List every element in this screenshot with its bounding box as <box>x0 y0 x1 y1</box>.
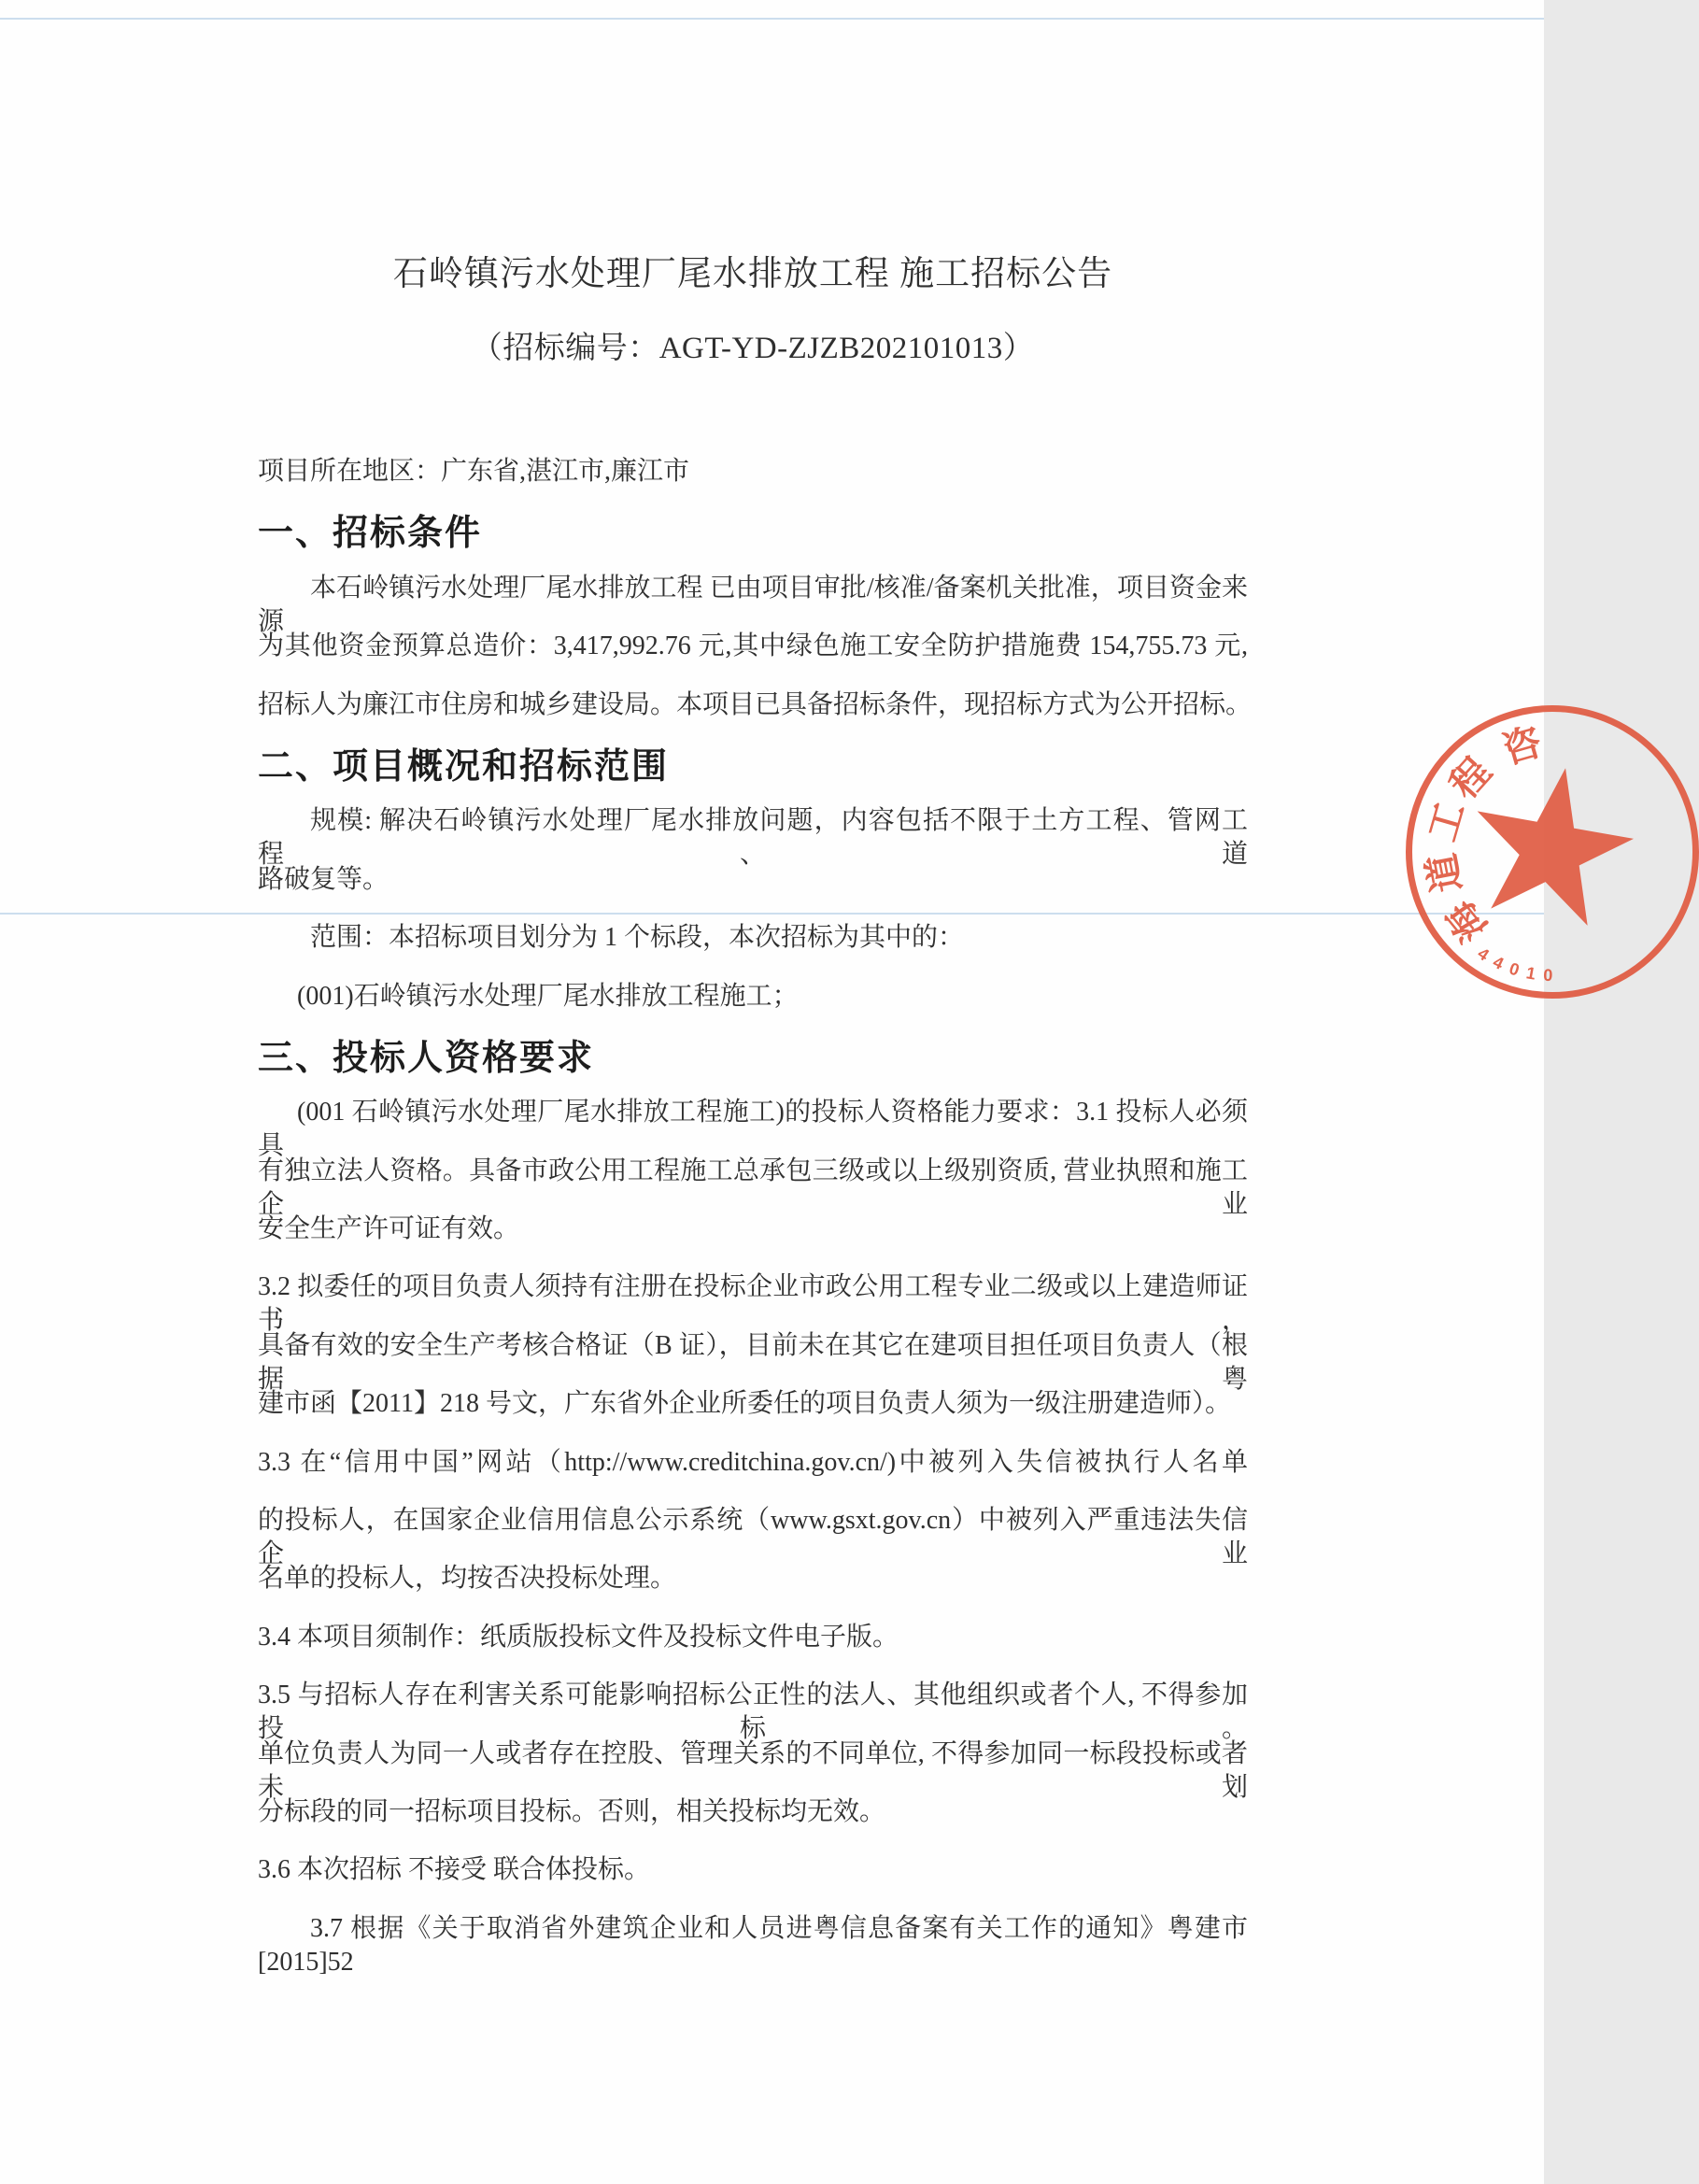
document-body <box>258 455 1253 1977</box>
doc-line: 范围：本招标项目划分为 1 个标段，本次招标为其中的： <box>310 923 965 953</box>
tender-number: （招标编号：AGT-YD-ZJZB202101013） <box>471 332 1035 365</box>
document-title: 石岭镇污水处理厂尾水排放工程 施工招标公告 <box>392 255 1113 293</box>
project-location-line: 项目所在地区：广东省,湛江市,廉江市 <box>258 457 690 486</box>
doc-line: 3.2 拟委任的项目负责人须持有注册在投标企业市政公用工程专业二级或以上建造师证书， <box>258 1272 1248 1336</box>
doc-line: 建市函【2011】218 号文，广东省外企业所委任的项目负责人须为一级注册建造师）。 <box>258 1389 1231 1419</box>
doc-line: 本石岭镇污水处理厂尾水排放工程 已由项目审批/核准/备案机关批准，项目资金来源 <box>258 573 1248 636</box>
official-red-seal <box>1406 705 1699 999</box>
seal-serial-digit: 0 <box>1543 965 1553 986</box>
scan-artifact-line-top <box>0 18 1544 20</box>
doc-line: 分标段的同一招标项目投标。否则，相关投标均无效。 <box>258 1796 886 1826</box>
seal-ring-char: 咨 <box>1497 719 1547 773</box>
seal-serial-digit: 4 <box>1474 943 1493 965</box>
doc-line: (001)石岭镇污水处理厂尾水排放工程施工； <box>297 981 799 1011</box>
seal-ring-char: 程 <box>1441 749 1500 807</box>
doc-line: 为其他资金预算总造价：3,417,992.76 元,其中绿色施工安全防护措施费 154,755.73 元, <box>258 631 1248 661</box>
doc-line: (001 石岭镇污水处理厂尾水排放工程施工)的投标人资格能力要求：3.1 投标人必须具 <box>258 1098 1248 1161</box>
seal-ring-char: 海 <box>1437 892 1496 950</box>
doc-line: 3.7 根据《关于取消省外建筑企业和人员进粤信息备案有关工作的通知》粤建市[2015]52 <box>258 1913 1248 1977</box>
section-heading-1: 一、招标条件 <box>258 514 483 554</box>
doc-line: 3.4 本项目须制作：纸质版投标文件及投标文件电子版。 <box>258 1622 899 1652</box>
doc-line: 的投标人，在国家企业信用信息公示系统（www.gsxt.gov.cn）中被列入严重违法失信企业 <box>258 1506 1248 1569</box>
section-heading-2: 二、项目概况和招标范围 <box>258 746 670 787</box>
doc-line: 规模: 解决石岭镇污水处理厂尾水排放问题，内容包括不限于土方工程、管网工程、道 <box>258 806 1248 870</box>
doc-line: 3.6 本次招标 不接受 联合体投标。 <box>258 1855 651 1885</box>
doc-line: 名单的投标人，均按否决投标处理。 <box>258 1564 677 1594</box>
doc-line: 路破复等。 <box>258 864 389 894</box>
doc-line: 有独立法人资格。具备市政公用工程施工总承包三级或以上级别资质, 营业执照和施工企业 <box>258 1156 1248 1219</box>
seal-serial-digit: 4 <box>1490 952 1508 973</box>
doc-line: 3.5 与招标人存在利害关系可能影响招标公正性的法人、其他组织或者个人, 不得参加投标。 <box>258 1681 1248 1744</box>
doc-line: 3.3 在“信用中国”网站（http://www.creditchina.gov.cn/)中被列入失信被执行人名单 <box>258 1447 1248 1477</box>
seal-serial-digit: 0 <box>1507 958 1522 980</box>
seal-serial-digit: 1 <box>1524 963 1537 984</box>
seal-ring-char: 道 <box>1419 850 1469 897</box>
title-block <box>258 245 1248 367</box>
section-heading-3: 三、投标人资格要求 <box>258 1038 595 1078</box>
seal-ring-char: 工 <box>1420 797 1473 846</box>
doc-line: 安全生产许可证有效。 <box>258 1214 520 1244</box>
doc-line: 单位负责人为同一人或者存在控股、管理关系的不同单位, 不得参加同一标段投标或者未划 <box>258 1738 1248 1802</box>
doc-line: 招标人为廉江市住房和城乡建设局。本项目已具备招标条件，现招标方式为公开招标。 <box>258 689 1253 719</box>
doc-line: 具备有效的安全生产考核合格证（B 证），目前未在其它在建项目担任项目负责人（根据粤 <box>258 1330 1248 1394</box>
